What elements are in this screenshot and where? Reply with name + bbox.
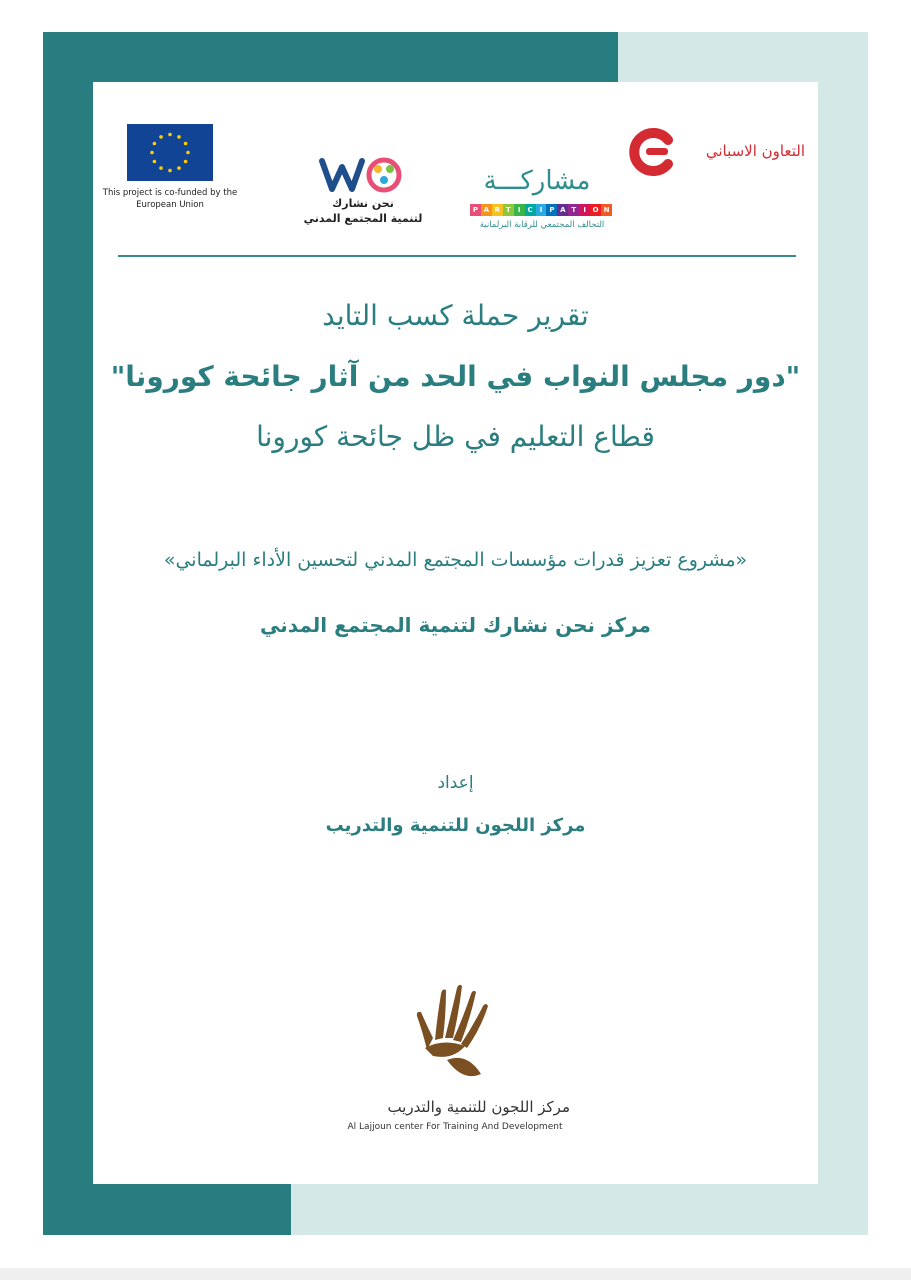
prepared-by-label: إعداد	[437, 773, 474, 793]
participation-letter: N	[601, 204, 612, 216]
participation-letter: T	[503, 204, 514, 216]
header-divider	[118, 255, 796, 257]
frame-teal-left	[43, 82, 93, 1235]
participation-letter: I	[579, 204, 590, 216]
frame-teal-top	[43, 32, 618, 82]
lajjoun-name-english: Al Lajjoun center For Training And Development	[347, 1122, 563, 1132]
report-main-title: "دور مجلس النواب في الحد من آثار جائحة كورونا"	[110, 360, 801, 393]
participation-letter: P	[546, 204, 557, 216]
nahnu-nusharek-logo-icon	[318, 155, 408, 195]
participation-letter: C	[525, 204, 536, 216]
eu-caption: This project is co-funded by the European Union	[102, 188, 238, 210]
participation-letter: I	[536, 204, 547, 216]
preparer-name: مركز اللجون للتنمية والتدريب	[325, 815, 586, 836]
participation-letter: O	[590, 204, 601, 216]
participation-letter: P	[470, 204, 481, 216]
spanish-cooperation-text: التعاون الاسباني	[705, 142, 805, 160]
frame-light-bottom	[291, 1184, 868, 1235]
eu-flag-icon	[127, 124, 213, 181]
participation-bar	[470, 204, 612, 216]
spanish-cooperation-logo-icon	[628, 126, 680, 178]
lajjoun-hand-logo-icon	[405, 978, 505, 1088]
nahnu-logo-text	[290, 196, 436, 226]
participation-letter: R	[492, 204, 503, 216]
participation-letter: A	[481, 204, 492, 216]
participation-letter: I	[514, 204, 525, 216]
lajjoun-name-arabic: مركز اللجون للتنمية والتدريب	[387, 1098, 570, 1116]
participation-letter: T	[568, 204, 579, 216]
bottom-strip	[0, 1268, 911, 1280]
nahnu-sub: لتنمية المجتمع المدني	[303, 212, 423, 225]
frame-teal-bottom	[43, 1184, 291, 1235]
report-subtitle: قطاع التعليم في ظل جائحة كورونا	[256, 420, 655, 453]
center-name: مركز نحن نشارك لتنمية المجتمع المدني	[260, 613, 651, 637]
musharaka-logo-subtitle: التحالف المجتمعي للرقابة البرلمانية	[479, 220, 605, 230]
project-name: «مشروع تعزيز قدرات مؤسسات المجتمع المدني لتحسين الأداء البرلماني»	[163, 549, 748, 571]
report-title: تقرير حملة كسب التايد	[322, 299, 589, 332]
nahnu-name: نحن نشارك	[332, 197, 394, 210]
participation-letter: A	[557, 204, 568, 216]
musharaka-logo-title: مشاركـــة	[483, 166, 591, 196]
